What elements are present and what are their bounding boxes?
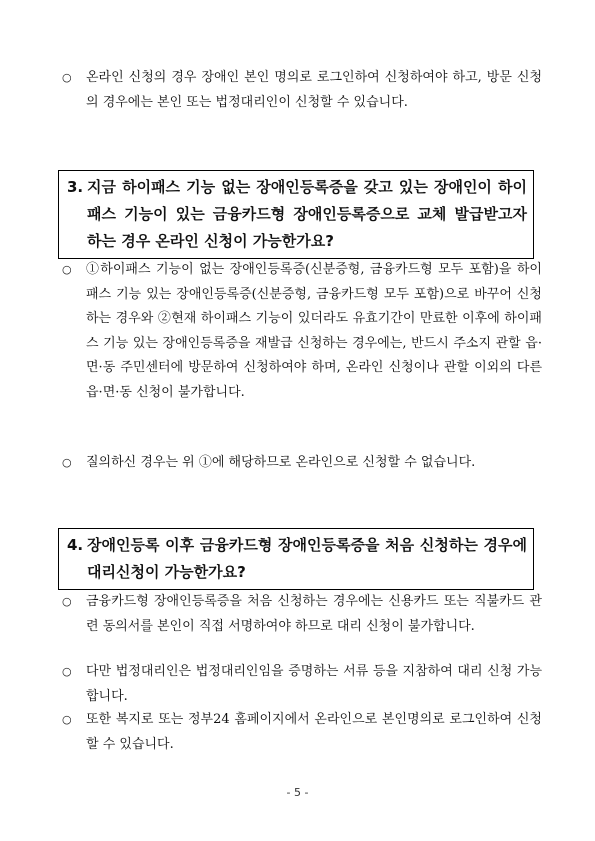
bullet-circle-icon: ○: [62, 263, 72, 276]
page-number: - 5 -: [286, 786, 309, 799]
bullet-circle-icon: ○: [62, 665, 72, 678]
question-3-title: 지금 하이패스 기능 없는 장애인등록증을 갖고 있는 장애인이 하이패스 기능이 있는 금융카드형 장애인등록증으로 교체 발급받고자 하는 경우 온라인 신청이 가능한가요?: [87, 178, 527, 250]
question-4-box: [58, 528, 534, 590]
bullet-circle-icon: ○: [62, 71, 72, 84]
answer-4-2: [62, 660, 542, 709]
answer-4-3-text: 또한 복지로 또는 정부24 홈페이지에서 온라인으로 본인명의로 로그인하여 신청할 수 있습니다.: [86, 712, 542, 752]
bullet-circle-icon: ○: [62, 713, 72, 726]
answer-4-1-text: 금융카드형 장애인등록증을 처음 신청하는 경우에는 신용카드 또는 직불카드 관련 동의서를 본인이 직접 서명하여야 하므로 대리 신청이 불가합니다.: [86, 594, 542, 634]
answer-4-2-text: 다만 법정대리인은 법정대리인임을 증명하는 서류 등을 지참하여 대리 신청 가능합니다.: [86, 664, 542, 704]
intro-text: 온라인 신청의 경우 장애인 본인 명의로 로그인하여 신청하여야 하고, 방문 신청의 경우에는 본인 또는 법정대리인이 신청할 수 있습니다.: [86, 70, 542, 110]
question-3-number: 3.: [67, 178, 84, 196]
answer-3-2: [62, 451, 542, 476]
answer-3-1: [62, 258, 542, 405]
answer-3-2-text: 질의하신 경우는 위 ①에 해당하므로 온라인으로 신청할 수 없습니다.: [86, 455, 476, 470]
question-4-title: 장애인등록 이후 금융카드형 장애인등록증을 처음 신청하는 경우에 대리신청이 가능한가요?: [87, 536, 527, 581]
answer-4-1: [62, 590, 542, 639]
bullet-circle-icon: ○: [62, 595, 72, 608]
bullet-circle-icon: ○: [62, 456, 72, 469]
question-3-box: [58, 170, 534, 259]
question-4-number: 4.: [67, 536, 84, 554]
answer-3-1-text: ①하이패스 기능이 없는 장애인등록증(신분증형, 금융카드형 모두 포함)을 하이패스 기능 있는 장애인등록증(신분증형, 금융카드형 모두 포함)으로 바꾸어 신청하는 경우와 ②현재 하이패스 기능이 있더라도 유효기간이 만료한 이후에 하이패스 기능 있는 장애인등록증을 재발급 신청하는 경우에는, 반드시 주소지 관할 읍·면·동 주민센터에 방문하여 신청하여야 하며, 온라인 신청이나 관할 이외의 다른 읍·면·동 신청이 불가합니다.: [86, 262, 542, 400]
answer-4-3: [62, 708, 542, 757]
intro-paragraph: [62, 66, 542, 115]
